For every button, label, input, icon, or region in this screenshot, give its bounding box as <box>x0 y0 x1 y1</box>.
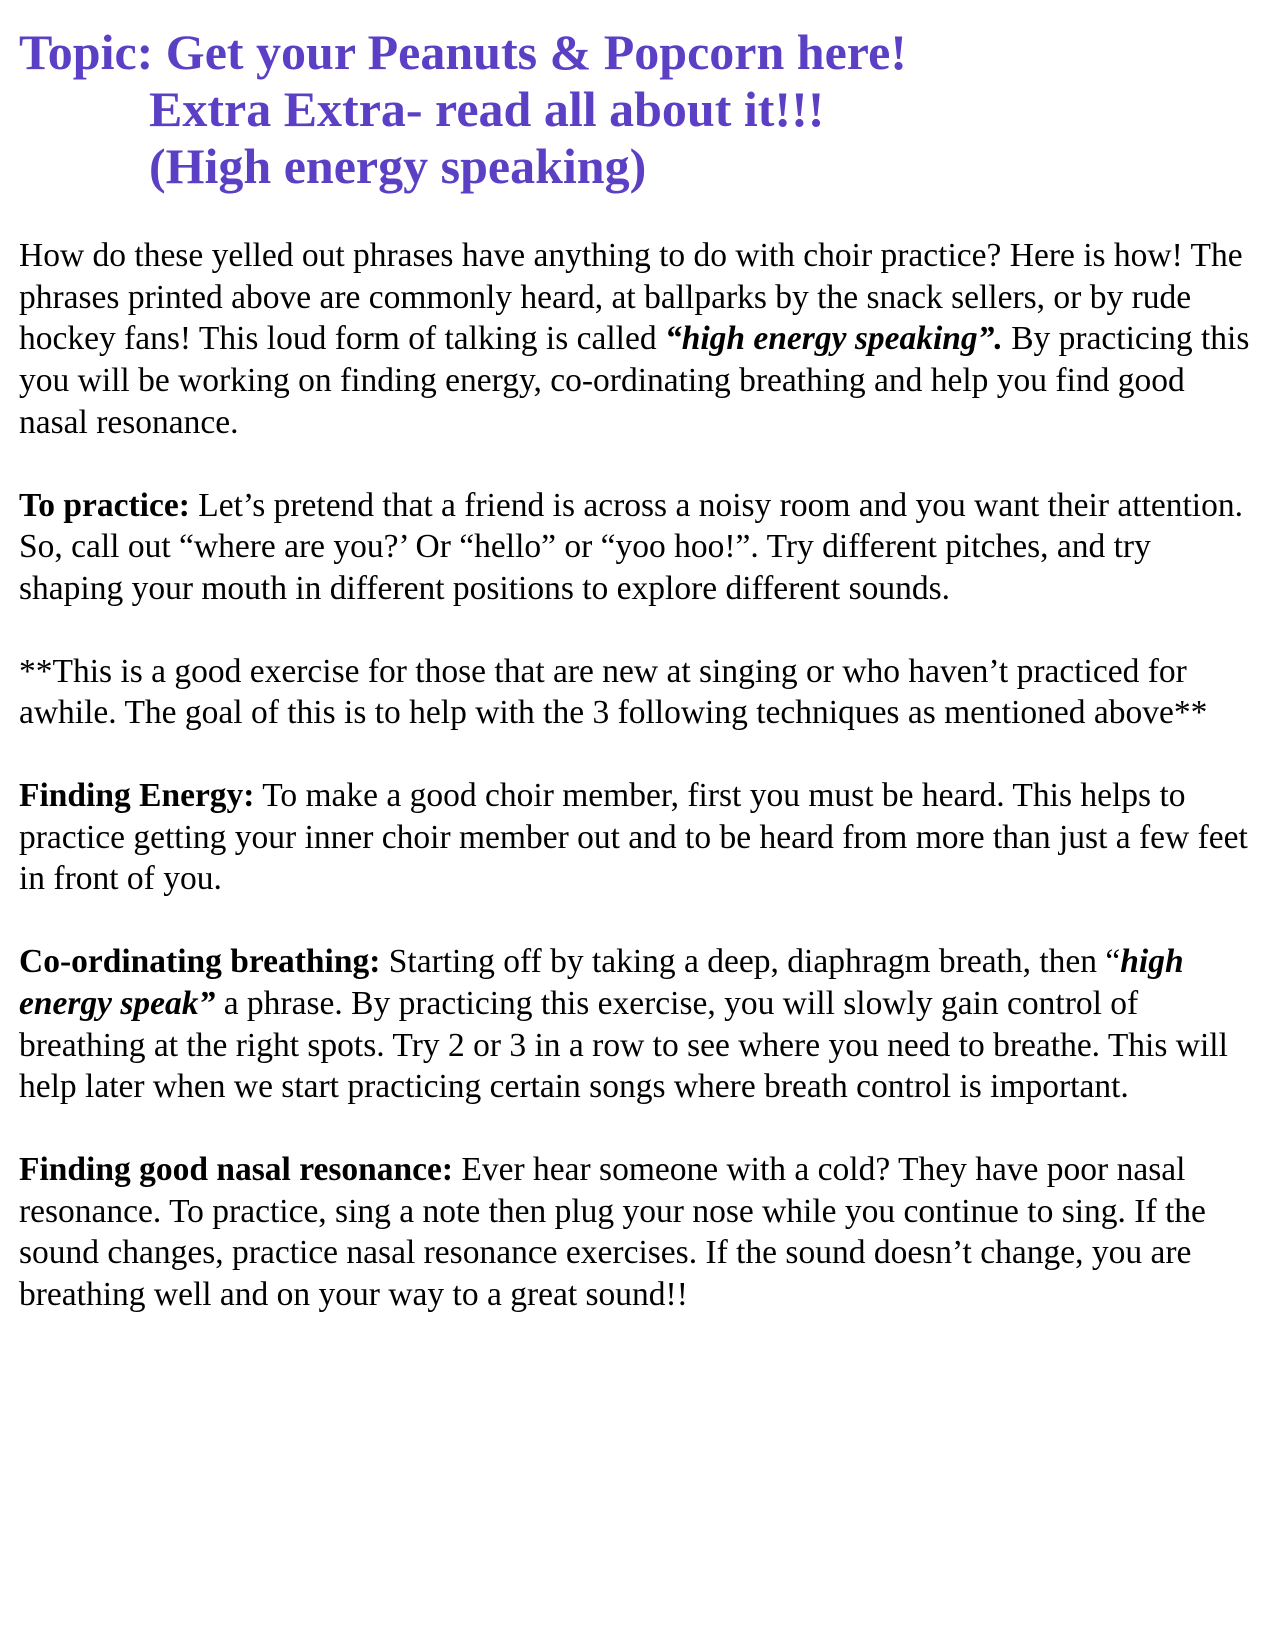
title-line-3: (High energy speaking) <box>149 138 647 194</box>
title-line-2: Extra Extra- read all about it!!! <box>149 81 825 137</box>
note-paragraph: **This is a good exercise for those that are new at singing or who haven’t practiced for awhile. The goal of this is to help with the 3 following techniques as mentioned above** <box>19 652 1208 732</box>
energy-paragraph <box>19 775 1259 900</box>
resonance-paragraph <box>19 1149 1259 1316</box>
title-line-1: Topic: Get your Peanuts & Popcorn here! <box>19 24 907 80</box>
resonance-text: Ever hear someone with a cold? They have poor nasal resonance. To practice, sing a note then plug your nose while you continue to sing. If the sound changes, practice nasal resonance exercises. If the sound doesn’t change, you are breathing well and on your way to a great sound!! <box>19 1150 1206 1314</box>
practice-text: Let’s pretend that a friend is across a noisy room and you want their attention. So, call out “where are you?’ Or “hello” or “yoo hoo!”. Try different pitches, and try shaping your mouth in different positions to explore different sounds. <box>19 486 1243 607</box>
energy-text: To make a good choir member, first you must be heard. This helps to practice getting your inner choir member out and to be heard from more than just a few feet in front of you. <box>19 777 1248 898</box>
energy-label: Finding Energy: <box>19 777 255 815</box>
breathing-label: Co-ordinating breathing: <box>19 943 381 981</box>
resonance-label: Finding good nasal resonance: <box>19 1150 454 1188</box>
breathing-text-2: a phrase. By practicing this exercise, you will slowly gain control of breathing at the right spots. Try 2 or 3 in a row to see where you need to breathe. This will help later when we start practicing certain songs where breath control is important. <box>19 984 1228 1106</box>
intro-emphasis: “high energy speaking”. <box>664 320 1003 358</box>
practice-label: To practice: <box>19 486 190 524</box>
document-page <box>19 24 1259 1316</box>
breathing-emphasis: high energy speak” <box>19 943 1184 1022</box>
intro-paragraph <box>19 235 1259 444</box>
intro-text-2: By practicing this you will be working on finding energy, co-ordinating breathing and help you find good nasal resonance. <box>19 320 1250 441</box>
practice-paragraph <box>19 485 1259 610</box>
breathing-text-1: Starting off by taking a deep, diaphragm breath, then “ <box>380 943 1121 981</box>
intro-text-1: How do these yelled out phrases have anything to do with choir practice? Here is how! The phrases printed above are commonly heard, at ballparks by the snack sellers, or by rude hockey fans! This loud form of talking is called <box>19 237 1243 358</box>
breathing-paragraph <box>19 941 1259 1108</box>
page-title <box>19 24 1259 195</box>
